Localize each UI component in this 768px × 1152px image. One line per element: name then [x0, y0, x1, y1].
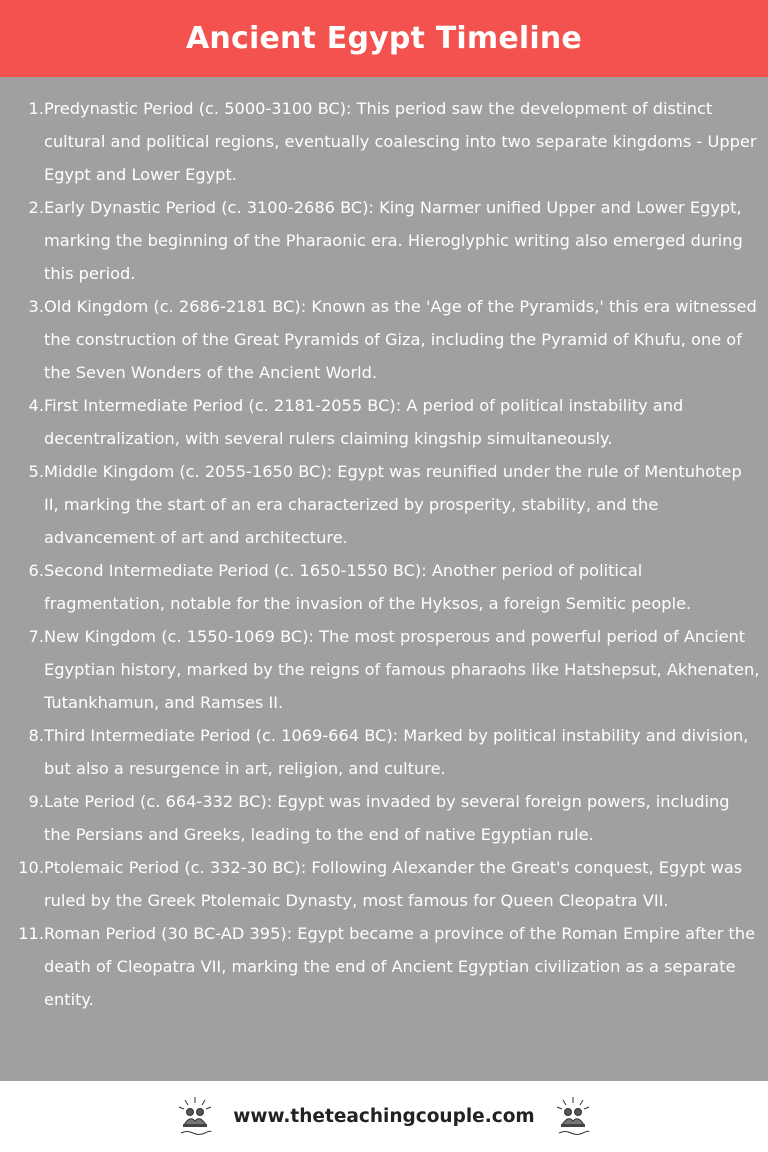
list-item [0, 389, 768, 455]
item-number: 9. [28, 792, 44, 811]
item-number: 3. [28, 297, 44, 316]
timeline-panel [0, 77, 768, 1081]
item-text: Late Period (c. 664-332 BC): Egypt was invaded by several foreign powers, including the Persians and Greeks, leading to the end of native Egyptian rule. [44, 792, 730, 844]
teaching-couple-logo-right [553, 1095, 593, 1139]
item-text: Middle Kingdom (c. 2055-1650 BC): Egypt was reunified under the rule of Mentuhotep II, marking the start of an era characterized by prosperity, stability, and the advancement of art and architecture. [44, 462, 742, 547]
item-text: Third Intermediate Period (c. 1069-664 BC): Marked by political instability and division, but also a resurgence in art, religion, and culture. [44, 726, 749, 778]
item-text: First Intermediate Period (c. 2181-2055 BC): A period of political instability and decentralization, with several rulers claiming kingship simultaneously. [44, 396, 684, 448]
item-text: Second Intermediate Period (c. 1650-1550 BC): Another period of political fragmentation, notable for the invasion of the Hyksos, a foreign Semitic people. [44, 561, 692, 613]
title-banner [0, 0, 768, 77]
item-number: 5. [28, 462, 44, 481]
list-item [0, 785, 768, 851]
list-item [0, 455, 768, 554]
list-item [0, 290, 768, 389]
item-number: 11. [18, 924, 44, 943]
item-text: New Kingdom (c. 1550-1069 BC): The most prosperous and powerful period of Ancient Egyptian history, marked by the reigns of famous pharaohs like Hatshepsut, Akhenaten, Tutankhamun, and Ramses II. [44, 627, 760, 712]
list-item [0, 917, 768, 1016]
item-number: 7. [28, 627, 44, 646]
timeline-list [0, 77, 768, 1016]
item-number: 2. [28, 198, 44, 217]
page-title: Ancient Egypt Timeline [186, 21, 582, 56]
item-number: 8. [28, 726, 44, 745]
item-number: 1. [28, 99, 44, 118]
item-text: Roman Period (30 BC-AD 395): Egypt became a province of the Roman Empire after the death of Cleopatra VII, marking the end of Ancient Egyptian civilization as a separate entity. [44, 924, 756, 1009]
list-item [0, 554, 768, 620]
list-item [0, 92, 768, 191]
list-item [0, 719, 768, 785]
website-url[interactable]: www.theteachingcouple.com [233, 1106, 535, 1127]
footer [0, 1081, 768, 1152]
item-text: Early Dynastic Period (c. 3100-2686 BC): King Narmer unified Upper and Lower Egypt, marking the beginning of the Pharaonic era. Hieroglyphic writing also emerged during this period. [44, 198, 743, 283]
item-text: Ptolemaic Period (c. 332-30 BC): Following Alexander the Great's conquest, Egypt was ruled by the Greek Ptolemaic Dynasty, most famous for Queen Cleopatra VII. [44, 858, 743, 910]
list-item [0, 851, 768, 917]
item-number: 4. [28, 396, 44, 415]
item-text: Predynastic Period (c. 5000-3100 BC): This period saw the development of distinct cultural and political regions, eventually coalescing into two separate kingdoms - Upper Egypt and Lower Egypt. [44, 99, 757, 184]
teaching-couple-logo-left [175, 1095, 215, 1139]
list-item [0, 191, 768, 290]
list-item [0, 620, 768, 719]
item-number: 10. [18, 858, 44, 877]
item-text: Old Kingdom (c. 2686-2181 BC): Known as the 'Age of the Pyramids,' this era witnessed the construction of the Great Pyramids of Giza, including the Pyramid of Khufu, one of the Seven Wonders of the Ancient World. [44, 297, 757, 382]
item-number: 6. [28, 561, 44, 580]
